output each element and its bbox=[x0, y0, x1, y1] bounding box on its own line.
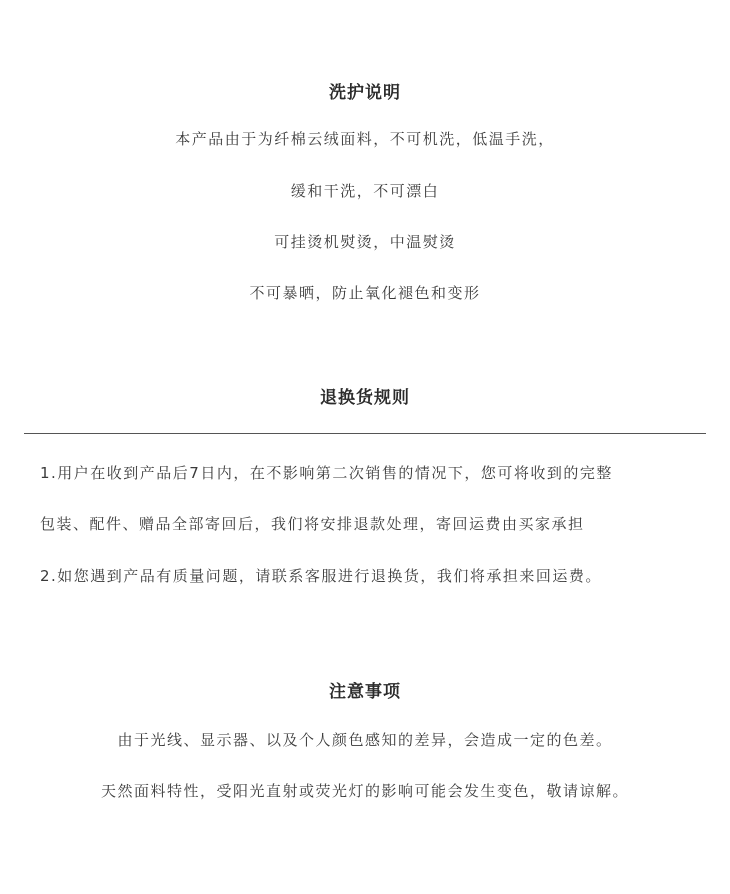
care-line-1: 本产品由于为纤棉云绒面料，不可机洗，低温手洗， bbox=[175, 130, 555, 148]
notes-line-1: 由于光线、显示器、以及个人颜色感知的差异，会造成一定的色差。 bbox=[117, 731, 613, 749]
care-line-3: 可挂烫机熨烫，中温熨烫 bbox=[274, 233, 456, 251]
returns-line-2: 包装、配件、赠品全部寄回后，我们将安排退款处理，寄回运费由买家承担 bbox=[40, 515, 585, 533]
returns-line-1: 1.用户在收到产品后7日内，在不影响第二次销售的情况下，您可将收到的完整 bbox=[40, 464, 613, 482]
care-line-2: 缓和干洗，不可漂白 bbox=[290, 182, 440, 200]
notes-line-2: 天然面料特性，受阳光直射或荧光灯的影响可能会发生变色，敬请谅解。 bbox=[100, 782, 629, 800]
notes-section-title: 注意事项 bbox=[329, 682, 401, 702]
returns-line-3: 2.如您遇到产品有质量问题，请联系客服进行退换货，我们将承担来回运费。 bbox=[40, 567, 602, 585]
care-section-title: 洗护说明 bbox=[329, 83, 401, 103]
returns-section-title: 退换货规则 bbox=[320, 388, 410, 408]
section-divider bbox=[24, 433, 706, 434]
care-line-4: 不可暴晒，防止氧化褪色和变形 bbox=[249, 284, 481, 302]
